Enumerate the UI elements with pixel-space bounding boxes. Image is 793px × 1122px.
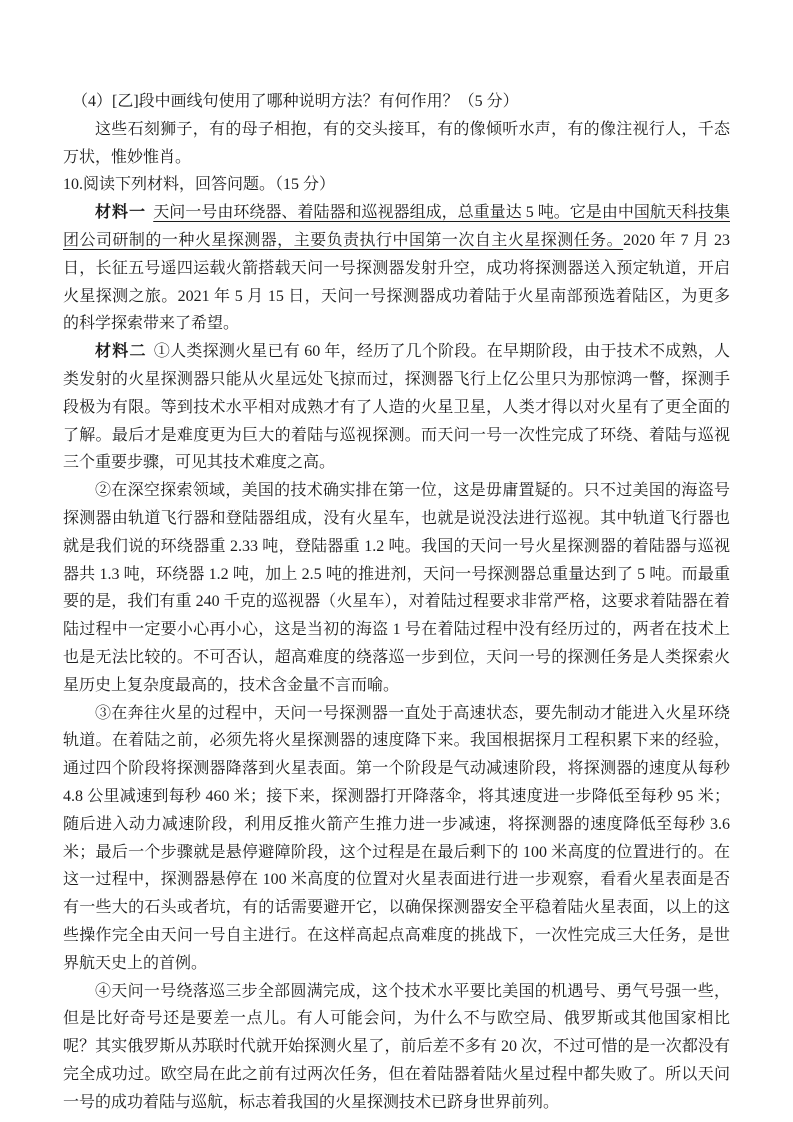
material-2-paragraph-3: ③在奔往火星的过程中，天问一号探测器一直处于高速状态，要先制动才能进入火星环绕轨道。在着陆之前，必须先将火星探测器的速度降下来。我国根据探月工程积累下来的经验，通过四个阶段将探测器降落到火星表面。第一个阶段是气动减速阶段，将探测器的速度从每秒 4.8 公里减速到每秒 460 米；接下来，探测器打开降落伞，将其速度进一步降低至每秒 95 米；随后进入动力减速阶段，利用反推火箭产生推力进一步减速，将探测器的速度降低至每秒 3.6 米；最后一个步骤就是悬停避障阶段，这个过程是在最后剩下的 100 米高度的位置进行的。在这一过程中，探测器悬停在 100 米高度的位置对火星表面进行进一步观察，看看火星表面是否有一些大的石头或者坑，有的话需要避开它，以确保探测器安全平稳着陆火星表面，以上的这些操作完全由天问一号自主进行。在这样高起点高难度的挑战下，一次性完成三大任务，是世界航天史上的首例。 bbox=[63, 704, 730, 972]
material-2-paragraph-2: ②在深空探索领域，美国的技术确实排在第一位，这是毋庸置疑的。只不过美国的海盗号探测器由轨道飞行器和登陆器组成，没有火星车，也就是说没法进行巡视。其中轨道飞行器也就是我们说的环绕器重 2.33 吨，登陆器重 1.2 吨。我国的天问一号火星探测器的着陆器与巡视器共 1.3 吨，环绕器 1.2 吨，加上 2.5 吨的推进剂，天问一号探测器总重量达到了 5 吨。而最重要的是，我们有重 240 千克的巡视器（火星车），对着陆过程要求非常严格，这要求着陆器在着陆过程中一定要小心再小心，这是当初的海盗 1 号在着陆过程中没有经历过的，两者在技术上也是无法比较的。不可否认，超高难度的绕落巡一步到位，天问一号的探测任务是人类探索火星历史上复杂度最高的，技术含金量不言而喻。 bbox=[63, 482, 730, 694]
material-2-label: 材料二 bbox=[95, 343, 147, 361]
question-4-line: （4）[乙]段中画线句使用了哪种说明方法？有何作用？（5 分） bbox=[72, 93, 519, 110]
material-1-paragraph bbox=[63, 199, 730, 338]
material-1-underlined-text: 天问一号由环绕器、着陆器和巡视器组成，总重量达 5 吨。它是由中国航天科技集团公司研制的一种火星探测器，主要负责执行中国第一次自主火星探测任务。 bbox=[63, 204, 730, 249]
material-2-paragraph-4: ④天问一号绕落巡三步全部圆满完成，这个技术水平要比美国的机遇号、勇气号强一些，但是比好奇号还是要差一点儿。有人可能会问，为什么不与欧空局、俄罗斯或其他国家相比呢？其实俄罗斯从苏联时代就开始探测火星了，前后差不多有 20 次，不过可惜的是一次都没有完全成功过。欧空局在此之前有过两次任务，但在着陆器着陆火星过程中都失败了。所以天问一号的成功着陆与巡航，标志着我国的火星探测技术已跻身世界前列。 bbox=[63, 982, 730, 1111]
material-1-label: 材料一 bbox=[95, 204, 147, 222]
material-2-paragraph-1-text: ①人类探测火星已有 60 年，经历了几个阶段。在早期阶段，由于技术不成熟，人类发射的火星探测器只能从火星远处飞掠而过，探测器飞行上亿公里只为那惊鸿一瞥，探测手段极为有限。等到技术水平相对成熟才有了人造的火星卫星，人类才得以对火星有了更全面的了解。最后才是难度更为巨大的着陆与巡视探测。而天问一号一次性完成了环绕、着陆与巡视三个重要步骤，可见其技术难度之高。 bbox=[63, 343, 730, 472]
material-2-paragraph-1 bbox=[63, 338, 730, 477]
quote-paragraph: 这些石刻狮子，有的母子相抱，有的交头接耳，有的像倾听水声，有的像注视行人，千态万状，惟妙惟肖。 bbox=[63, 120, 730, 166]
question-10-line: 10.阅读下列材料，回答问题。（15 分） bbox=[63, 176, 336, 194]
material-1-body-text: 2020 年 7 月 23 日，长征五号遥四运载火箭搭载天问一号探测器发射升空，成功将探测器送入预定轨道，开启火星探测之旅。2021 年 5 月 15 日，天问一号探测器成功着陆于火星南部预选着陆区，为更多的科学探索带来了希望。 bbox=[63, 231, 730, 333]
